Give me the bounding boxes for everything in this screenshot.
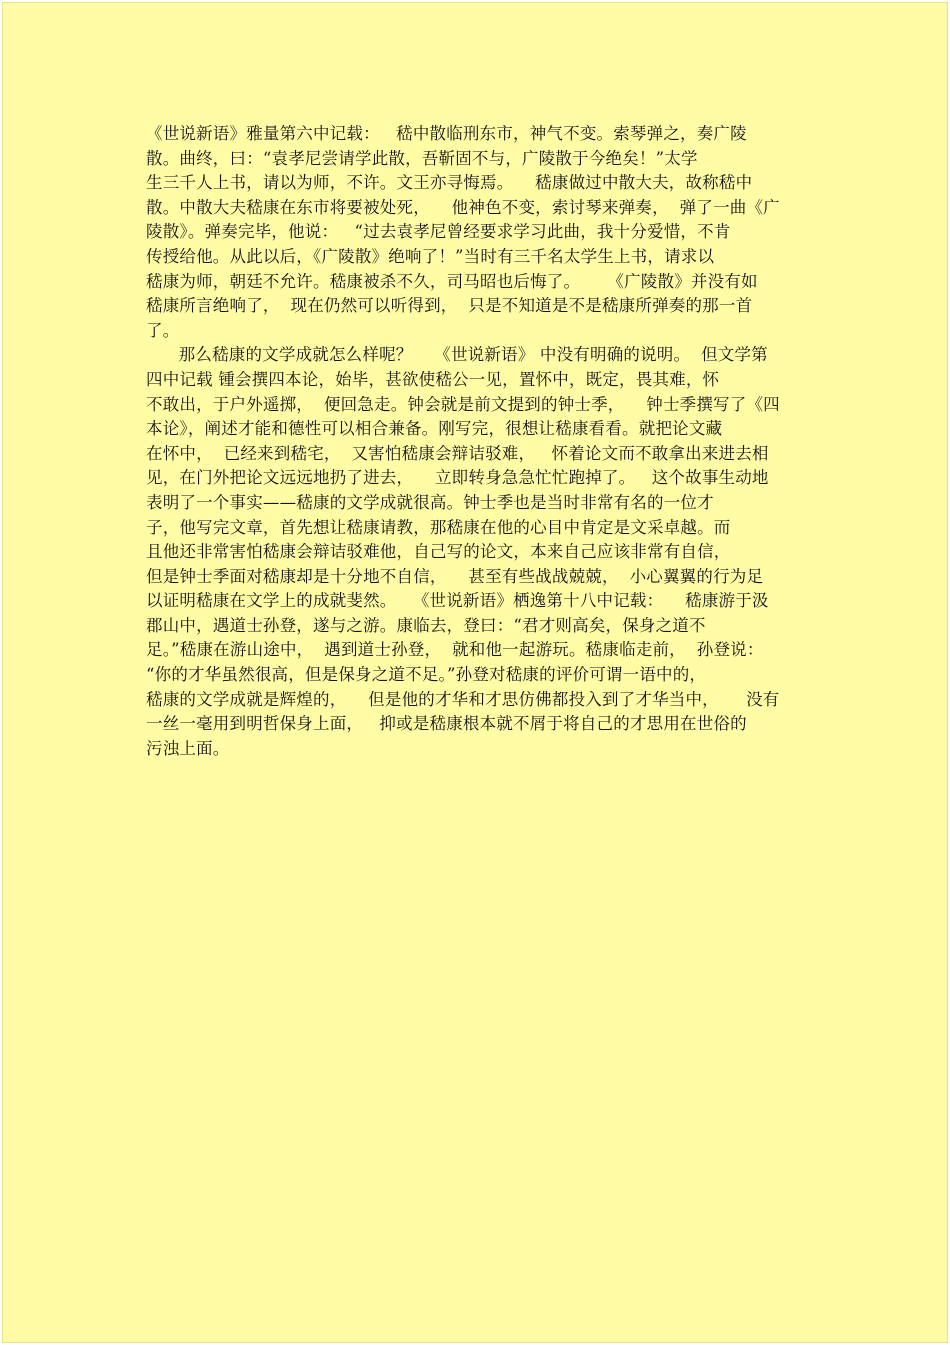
text-line: 嵇康所言绝响了， 现在仍然可以听得到， 只是不知道是不是嵇康所弹奏的那一首	[146, 296, 753, 316]
text-line: 不敢出，于户外遥掷， 便回急走。钟会就是前文提到的钟士季， 钟士季撰写了《四	[146, 394, 780, 414]
text-line: 了。	[146, 320, 180, 340]
text-line: 且他还非常害怕嵇康会辩诘驳难他，自己写的论文，本来自己应该非常有自信，	[146, 542, 731, 562]
document-page	[2, 2, 948, 1343]
text-line: 传授给他。从此以后，《广陵散》绝响了！”当时有三千名太学生上书，请求以	[146, 246, 715, 266]
text-line: 散。曲终，曰：“袁孝尼尝请学此散，吾靳固不与，广陵散于今绝矣！”太学	[146, 148, 698, 168]
text-line: 散。中散大夫嵇康在东市将要被处死， 他神色不变，索讨琴来弹奏， 弹了一曲《广	[146, 197, 780, 217]
text-line: 嵇康的文学成就是辉煌的， 但是他的才华和才思仿佛都投入到了才华当中， 没有	[146, 689, 780, 709]
text-line: 足。”嵇康在游山途中， 遇到道士孙登， 就和他一起游玩。嵇康临走前， 孙登说：	[146, 640, 764, 660]
text-line: 那么嵇康的文学成就怎么样呢？ 《世说新语》 中没有明确的说明。 但文学第	[146, 345, 768, 365]
text-line: 表明了一个事实——嵇康的文学成就很高。钟士季也是当时非常有名的一位才	[146, 492, 714, 512]
text-line: 子，他写完文章，首先想让嵇康请教，那嵇康在他的心目中肯定是文采卓越。而	[146, 517, 731, 537]
text-line: 以证明嵇康在文学上的成就斐然。 《世说新语》栖逸第十八中记载： 嵇康游于汲	[146, 591, 769, 611]
text-line: 在怀中， 已经来到嵇宅， 又害怕嵇康会辩诘驳难， 怀着论文而不敢拿出来进去相	[146, 443, 769, 463]
text-line: “你的才华虽然很高，但是保身之道不足。”孙登对嵇康的评价可谓一语中的，	[146, 665, 707, 685]
text-line: 陵散》。弹奏完毕，他说： “过去袁孝尼曾经要求学习此曲，我十分爱惜，不肯	[146, 222, 731, 242]
text-line: 生三千人上书，请以为师，不许。文王亦寻悔焉。 嵇康做过中散大夫，故称嵇中	[146, 173, 753, 193]
text-line: 见，在门外把论文远远地扔了进去， 立即转身急急忙忙跑掉了。 这个故事生动地	[146, 468, 769, 488]
text-line: 郡山中，遇道士孙登，遂与之游。康临去，登曰：“君才则高矣，保身之道不	[146, 615, 706, 635]
text-line: 四中记载 锺会撰四本论，始毕，甚欲使嵇公一见，置怀中，既定，畏其难，怀	[146, 369, 720, 389]
text-line: 《世说新语》雅量第六中记载： 嵇中散临刑东市，神气不变。索琴弹之，奏广陵	[146, 124, 747, 143]
text-line: 本论》，阐述才能和德性可以相合兼备。刚写完，很想让嵇康看看。就把论文藏	[146, 419, 723, 439]
text-line: 一丝一毫用到明哲保身上面， 抑或是嵇康根本就不屑于将自己的才思用在世俗的	[146, 714, 747, 734]
text-line: 但是钟士季面对嵇康却是十分地不自信， 甚至有些战战兢兢， 小心翼翼的行为足	[146, 566, 764, 586]
document-body	[146, 122, 816, 761]
text-line: 污浊上面。	[146, 738, 230, 758]
text-line: 嵇康为师，朝廷不允许。嵇康被杀不久，司马昭也后悔了。 《广陵散》并没有如	[146, 271, 758, 291]
